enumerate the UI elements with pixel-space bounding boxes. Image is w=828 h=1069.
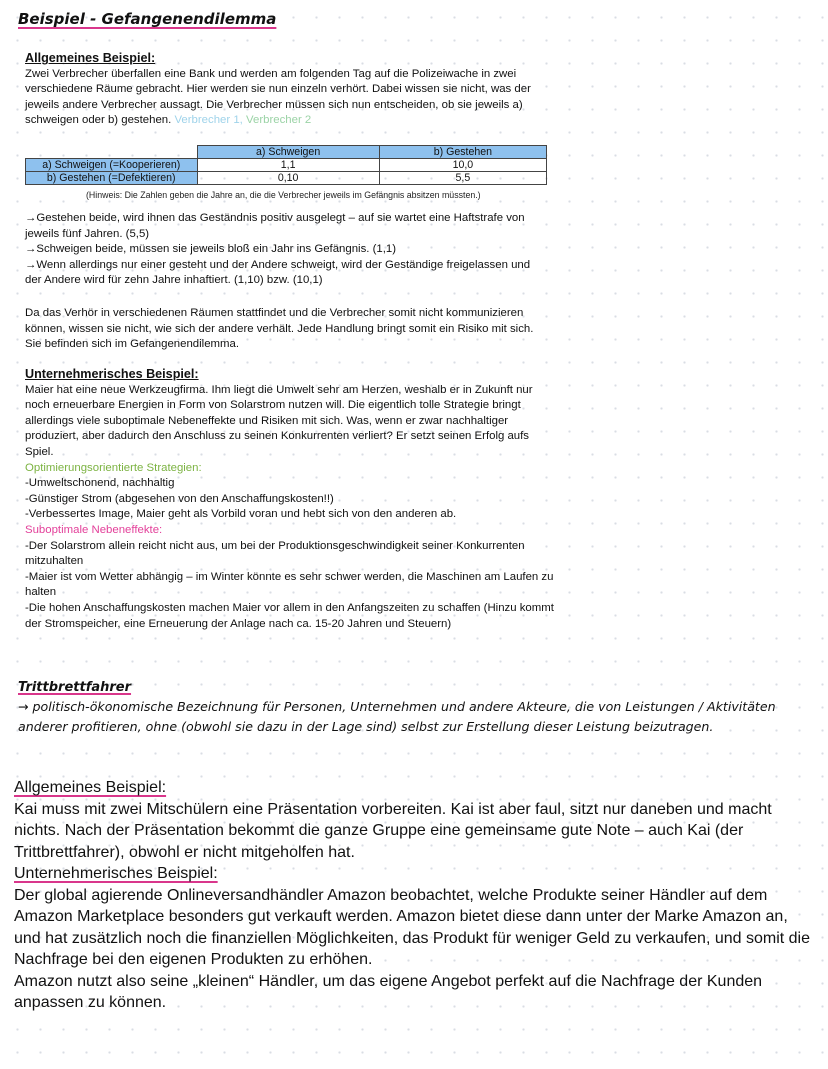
- paragraph-text: Zwei Verbrecher überfallen eine Bank und werden am folgenden Tag auf die Polizeiwache in zwei verschiedene Räume gebracht. Hier werden sie nun einzeln verhört. Dabei wissen sie nicht, was der jeweils andere Verbrecher aussagt. Die Verbrecher müssen sich nun entscheiden, ob sie jeweils a) schweigen oder b) gestehen.: [25, 67, 531, 127]
- column-header-gestehen: b) Gestehen: [379, 146, 546, 159]
- legend-verbrecher-2: Verbrecher 2: [246, 114, 312, 127]
- free-rider-examples: [14, 777, 814, 1014]
- row-header-schweigen: a) Schweigen (=Kooperieren): [26, 159, 198, 172]
- table-header-row: [26, 146, 547, 159]
- handwritten-title: Beispiel - Gefangenendilemma: [18, 10, 277, 28]
- list-item: -Günstiger Strom (abgesehen von den Anschaffungskosten!!): [25, 492, 334, 505]
- free-rider-definition: → politisch-ökonomische Bezeichnung für Personen, Unternehmen und andere Akteure, die von Leistungen / Aktivitäten anderer profitieren, ohne (obwohl sie dazu in der Lage sind) selbst zur Erstellung dieser Leistung beizutragen.: [18, 699, 776, 734]
- table-cell: 5,5: [379, 172, 546, 185]
- general-example-heading: Allgemeines Beispiel:: [14, 779, 167, 796]
- row-header-gestehen: b) Gestehen (=Defektieren): [26, 172, 198, 185]
- table-row: [26, 172, 547, 185]
- conclusion-paragraph: [25, 306, 550, 353]
- optimization-heading: Optimierungsorientierte Strategien:: [25, 461, 202, 474]
- paragraph-text: Da das Verhör in verschiedenen Räumen stattfindet und die Verbrecher somit nicht kommunizieren können, wissen sie nicht, wie sich der andere verhält. Jede Handlung bringt somit ein Risiko mit sich. Sie befinden sich im Gefangenendilemma.: [25, 307, 534, 351]
- table-cell: 0,10: [197, 172, 379, 185]
- business-example-text: Amazon nutzt also seine „kleinen“ Händler, um das eigene Angebot perfekt auf die Nachfrage der Kunden anpassen zu können.: [14, 972, 763, 1011]
- column-header-schweigen: a) Schweigen: [197, 146, 379, 159]
- outcome-item: →Schweigen beide, müssen sie jeweils bloß ein Jahr ins Gefängnis. (1,1): [25, 243, 397, 256]
- business-example-text: Der global agierende Onlineversandhändler Amazon beobachtet, welche Produkte seiner Händler auf dem Amazon Marketplace besonders gut verkauft werden. Amazon bietet diese dann unter der Marke Amazon an, und hat zusätzlich noch die finanziellen Möglichkeiten, das Produkt für weniger Geld zu verkaufen, und somit die Nachfrage bei den eigenen Produkten zu erhöhen.: [14, 886, 811, 968]
- table-row: [26, 159, 547, 172]
- table-hint: (Hinweis: Die Zahlen geben die Jahre an, die die Verbrecher jeweils im Gefängnis absitzen müssten.): [86, 190, 481, 200]
- list-item: -Maier ist vom Wetter abhängig – im Winter könnte es sehr schwer werden, die Maschinen am Laufen zu halten: [25, 570, 554, 599]
- section-general-example: [25, 51, 550, 129]
- free-rider-title: Trittbrettfahrer: [18, 680, 132, 695]
- table-cell: 10,0: [379, 159, 546, 172]
- list-item: -Verbessertes Image, Maier geht als Vorbild voran und hebt sich von den anderen ab.: [25, 508, 457, 521]
- outcome-item: →Gestehen beide, wird ihnen das Geständnis positiv ausgelegt – auf sie wartet eine Haftstrafe von jeweils fünf Jahren. (5,5): [25, 212, 525, 240]
- list-item: -Umweltschonend, nachhaltig: [25, 477, 175, 490]
- side-effects-heading: Suboptimale Nebeneffekte:: [25, 523, 163, 536]
- business-example-heading: Unternehmerisches Beispiel:: [14, 865, 218, 882]
- section-heading: Unternehmerisches Beispiel:: [25, 367, 199, 381]
- outcome-item: →Wenn allerdings nur einer gesteht und der Andere schweigt, wird der Geständige freigelassen und der Andere wird für zehn Jahre inhaftiert. (1,10) bzw. (10,1): [25, 258, 531, 287]
- outcomes-list: [25, 211, 535, 289]
- paragraph: [25, 67, 550, 129]
- list-item: -Die hohen Anschaffungskosten machen Maier vor allem in den Anfangszeiten zu schaffen (Hinzu kommt der Stromspeicher, eine Erneuerung der Anlage nach ca. 15-20 Jahren und Steuern): [25, 601, 554, 630]
- section-business-example: [25, 367, 560, 632]
- payoff-table: [25, 145, 547, 185]
- table-corner: [26, 146, 198, 159]
- list-item: -Der Solarstrom allein reicht nicht aus, um bei der Produktionsgeschwindigkeit seiner Konkurrenten mitzuhalten: [25, 539, 525, 568]
- legend-verbrecher-1: Verbrecher 1: [174, 114, 240, 127]
- legend-separator: ,: [239, 114, 243, 127]
- general-example-text: Kai muss mit zwei Mitschülern eine Präsentation vorbereiten. Kai ist aber faul, sitzt nur daneben und macht nichts. Nach der Präsentation bekommt die ganze Gruppe eine gemeinsame gute Note – auch Kai (der Trittbrettfahrer), obwohl er nicht mitgeholfen hat.: [14, 800, 772, 861]
- table-cell: 1,1: [197, 159, 379, 172]
- paragraph-text: Maier hat eine neue Werkzeugfirma. Ihm liegt die Umwelt sehr am Herzen, weshalb er in Zukunft nur noch erneuerbare Energien in Form von Solarstrom nutzen will. Die eigentlich tolle Strategie bringt allerdings viele suboptimale Nebeneffekte und Risiken mit sich. Was, wenn er zwar nachhaltiger produziert, aber dadurch den Anschluss zu seinen Konkurrenten verliert? Er setzt seinen Erfolg aufs Spiel.: [25, 383, 533, 458]
- section-heading: Allgemeines Beispiel:: [25, 51, 156, 65]
